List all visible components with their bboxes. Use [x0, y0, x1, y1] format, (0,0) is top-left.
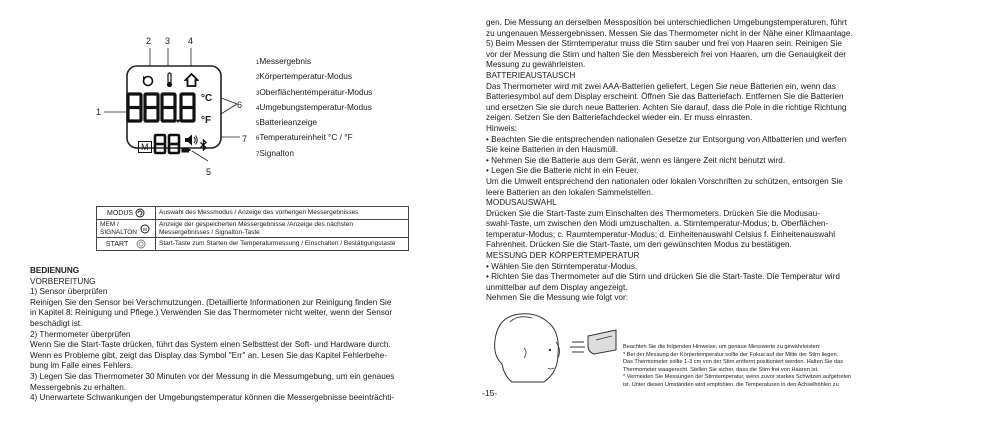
page-number: -15- — [482, 388, 498, 398]
text-line: temperatur-Modus; c. Raumtemperatur-Modus; d. Einheitenauswahl Celsius f. Einheitenauswahl — [486, 229, 836, 239]
house-icon — [184, 72, 199, 87]
text-line: Batteriesymbol auf dem Display erscheint. Öffnen Sie das Batteriefach. Entfernen Sie die Batterien — [486, 92, 844, 102]
legend-item-2: 2Körpertemperatur-Modus — [256, 71, 353, 82]
celsius-symbol: °C — [201, 93, 213, 104]
text-line: • Wählen Sie den Stirntemperatur-Modus. — [486, 261, 638, 271]
button-key-cell: START — [97, 238, 156, 251]
text-line: Fahrenheit. Drücken Sie die Start-Taste, um den gewünschten Modus zu bestätigen. — [486, 240, 792, 250]
legend-item-4: 4Umgebungstemperatur-Modus — [256, 101, 372, 112]
legend-item-1: 1Messergebnis — [256, 56, 311, 66]
text-line: bung im Falle eines Fehlers. — [30, 361, 133, 371]
text-line: leere Batterien an den lokalen Sammelstellen. — [486, 187, 654, 197]
text-line: in Kapitel 8: Reinigung und Pflege.) Verwenden Sie das Thermometer nicht weiter, wenn der Sensor — [30, 308, 393, 318]
section-heading: MESSUNG DER KÖRPERTEMPERATUR — [486, 251, 640, 261]
section-heading: BATTERIEAUSTAUSCH — [486, 70, 576, 80]
callout-5: 5 — [206, 167, 212, 177]
callout-2: 2 — [146, 36, 152, 46]
callout-3: 3 — [165, 36, 171, 46]
table-row — [97, 207, 409, 220]
legend-item-7: 7Signalton — [256, 147, 294, 158]
legend-item-3: 3Oberflächentemperatur-Modus — [256, 86, 373, 97]
memory-digits — [153, 133, 183, 160]
mem-button-icon — [140, 224, 150, 234]
text-line: Sie keine Batterien in den Hausmüll. — [486, 145, 618, 155]
text-line: Nehmen Sie die Messung wie folgt vor: — [486, 293, 628, 303]
text-line: Wenn es Probleme gibt, zeigt das Display das Symbol "Err" an. Lesen Sie das Kapitel Fehlerbehe- — [30, 350, 387, 360]
text-line: Wenn Sie die Start-Taste drücken, führt das System einen Selbsttest der Soft- und Hardware durch. — [30, 340, 391, 350]
svg-text:M: M — [142, 226, 147, 232]
text-line: 2) Thermometer überprüfen — [30, 329, 131, 339]
button-desc-cell: Anzeige der gespeicherten Messergebnisse /Anzeige des nächsten Messergebnisses / Signalton-Taste — [156, 220, 409, 238]
text-line: unmittelbar auf dem Display angezeigt. — [486, 282, 628, 292]
note-line: ist. Unter diesen Umständen wird empfohlen, die Temperaturen in den Achselhöhlen zu — [623, 381, 839, 388]
forehead-measurement-illustration — [484, 306, 618, 388]
callout-7: 7 — [242, 134, 248, 144]
speaker-icon — [184, 133, 198, 147]
measurement-notes — [623, 344, 851, 390]
callout-6: 6 — [237, 100, 243, 110]
figure-legend — [256, 55, 372, 162]
text-line: 5) Beim Messen der Stirntemperatur muss die Stirn sauber und frei von Haaren sein. Reinigen Sie — [486, 39, 842, 49]
mode-cycle-icon — [140, 73, 156, 87]
note-line: Thermometer waagerecht. Stellen Sie sicher, dass die Stirn frei von Haaren ist. — [623, 366, 819, 373]
text-line: beschädigt ist. — [30, 318, 83, 328]
text-line: zeigen. Setzen Sie den Batteriefachdeckel wieder ein. Er muss einrasten. — [486, 113, 753, 123]
power-button-icon — [136, 239, 146, 249]
text-line: gen. Die Messung an derselben Messposition bei unterschiedlichen Umgebungstemperaturen, führt — [486, 18, 847, 27]
text-line: Messung zu gewährleisten. — [486, 60, 586, 70]
note-line: * Vermeiden Sie Messungen der Stirntemperatur, wenn zuvor starkes Schwitzen aufgetreten — [623, 374, 852, 381]
battery-icon — [181, 146, 191, 154]
text-line: Messergebnis zu erhalten. — [30, 382, 127, 392]
left-text-column — [30, 266, 470, 404]
text-line: Das Thermometer wird mit zwei AAA-Batterien geliefert. Legen Sie neue Batterien ein, wenn das — [486, 81, 836, 91]
text-line: Drücken Sie die Start-Taste zum Einschalten des Thermometers. Drücken Sie die Modusau- — [486, 208, 820, 218]
text-line: Um die Umwelt entsprechend den nationalen oder lokalen Vorschriften zu schützen, entsorgen Sie — [486, 176, 843, 186]
bluetooth-icon — [199, 139, 208, 151]
text-line: VORBEREITUNG — [30, 276, 96, 286]
button-key-cell: MEM / SIGNALTON M — [97, 220, 156, 238]
callout-4: 4 — [188, 36, 194, 46]
table-row — [97, 220, 409, 238]
text-line: und ersetzen Sie sie durch neue Batterien. Achten Sie darauf, dass die Pole in die richtige Richtung — [486, 102, 847, 112]
text-line: • Beachten Sie die entsprechenden nationalen Gesetze zur Entsorgung von Altbatterien und werfen — [486, 134, 847, 144]
note-line: Das Thermometer sollte 1-3 cm von der Stirn entfernt positioniert werden. Halten Sie das — [623, 359, 844, 366]
text-line: • Richten Sie das Thermometer auf die Stirn und drücken Sie die Start-Taste. Die Temperatur wird — [486, 272, 840, 282]
text-line: 3) Legen Sie das Thermometer 30 Minuten vor der Messung in die Messumgebung, um ein genaues — [30, 371, 395, 381]
section-heading: MODUSAUSWAHL — [486, 198, 557, 208]
fahrenheit-symbol: °F — [201, 115, 212, 126]
legend-item-5: 5Batterieanzeige — [256, 117, 318, 128]
text-line: • Nehmen Sie die Batterie aus dem Gerät, wenn es längere Zeit nicht benutzt wird. — [486, 155, 786, 165]
mode-button-icon — [135, 208, 145, 218]
legend-item-6: 6Temperatureinheit °C / °F — [256, 132, 353, 143]
text-line: 1) Sensor überprüfen — [30, 287, 108, 297]
text-line: Reinigen Sie den Sensor bei Verschmutzungen. (Detaillierte Informationen zur Reinigung finden Sie — [30, 297, 392, 307]
memory-indicator: M — [138, 141, 152, 153]
note-line: Beachten Sie die folgenden Hinweise, um genaue Messwerte zu gewährleisten: — [623, 344, 821, 350]
note-line: * Bei der Messung der Körpertemperatur sollte der Fokus auf der Mitte der Stirn liegen. — [623, 351, 839, 358]
text-line: swahl-Taste, um zwischen den Modi umzuschalten. a. Stirntemperatur-Modus; b. Oberflächen- — [486, 219, 829, 229]
button-desc-cell: Auswahl des Messmodus / Anzeige des vorherigen Messergebnisses — [156, 207, 409, 220]
text-line: Hinweis: — [486, 123, 517, 133]
thermometer-icon — [165, 72, 174, 88]
button-key-cell: MODUS — [97, 207, 156, 220]
right-text-column — [486, 18, 956, 304]
measurement-digits — [126, 91, 200, 125]
section-heading: BEDIENUNG — [30, 266, 80, 275]
table-row — [97, 238, 409, 251]
button-desc-cell: Start-Taste zum Starten der Temperaturmessung / Einschalten / Bestätigungstaste — [156, 238, 409, 251]
text-line: zu ungenauen Messergebnissen. Messen Sie das Thermometer nicht in der Nähe einer Klimaanlage. — [486, 28, 853, 38]
callout-1: 1 — [96, 107, 102, 117]
text-line: 4) Unerwartete Schwankungen der Umgebungstemperatur können die Messergebnisse beeinträchti- — [30, 393, 395, 403]
button-table — [96, 206, 409, 251]
text-line: • Legen Sie die Batterie nicht in ein Feuer. — [486, 166, 639, 176]
text-line: vor der Messung die Stirn und halten Sie den Messbereich frei von Haaren, um die Genauigkeit der — [486, 49, 846, 59]
